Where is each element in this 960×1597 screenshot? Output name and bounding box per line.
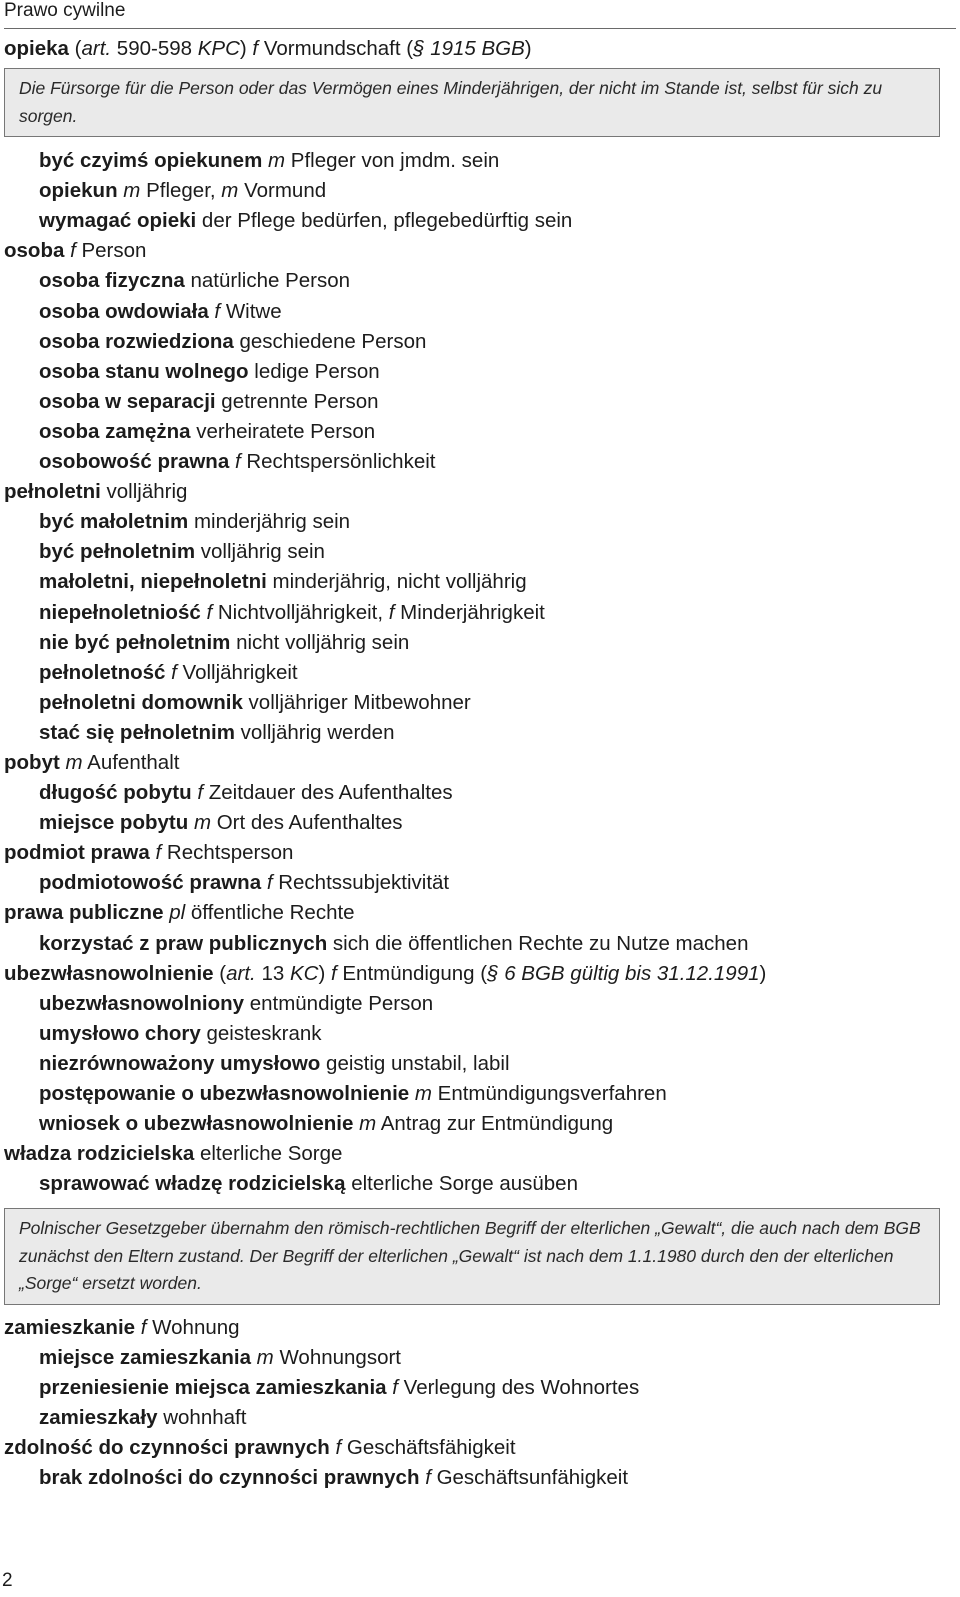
- translation-text: Geschäftsfähigkeit: [341, 1436, 516, 1460]
- translation-text: Minderjährigkeit: [394, 600, 545, 624]
- polish-term: osoba w separacji: [39, 389, 216, 413]
- info-note: Polnischer Gesetzgeber übernahm den römisch-rechtlichen Begriff der elterlichen „Gewalt“, die auch nach dem BGB zunächst den Eltern zustand. Der Begriff der elterlichen „Gewalt“ ist nach dem 1.1.1980 durch den der elterlichen „Sorge“ ersetzt worden.: [4, 1208, 940, 1305]
- glossary-subentry: [4, 567, 954, 597]
- translation-text: ): [524, 37, 532, 60]
- polish-term: podmiot prawa: [4, 841, 150, 865]
- polish-term: opiekun: [39, 179, 118, 203]
- translation-text: entmündigte Person: [244, 991, 434, 1015]
- translation-text: wohnhaft: [157, 1406, 247, 1430]
- grammar-marker: art.: [81, 37, 112, 60]
- translation-text: verheiratete Person: [190, 419, 376, 443]
- grammar-marker: f: [171, 660, 177, 684]
- grammar-marker: art.: [226, 961, 256, 985]
- grammar-marker: f: [140, 1315, 147, 1339]
- translation-text: Wohnungsort: [273, 1345, 402, 1369]
- glossary-subentry: [4, 929, 954, 959]
- translation-text: volljährig sein: [195, 540, 325, 564]
- translation-text: ): [759, 961, 767, 985]
- page-header: [4, 0, 956, 29]
- translation-text: volljährig: [100, 480, 188, 504]
- grammar-marker: m: [359, 1112, 377, 1136]
- translation-text: Vormundschaft (: [258, 37, 414, 60]
- polish-term: umysłowo chory: [39, 1021, 201, 1045]
- glossary-subentry: [4, 206, 954, 236]
- polish-term: sprawować władzę rodzicielską: [39, 1172, 346, 1196]
- glossary-subentry: [4, 808, 954, 838]
- glossary-subentry: [4, 1403, 954, 1433]
- polish-term: osoba owdowiała: [39, 299, 209, 323]
- translation-text: Pfleger von jmdm. sein: [285, 149, 500, 173]
- glossary-subentry: [4, 989, 954, 1019]
- grammar-marker: f: [392, 1376, 398, 1400]
- translation-text: volljähriger Mitbewohner: [242, 690, 471, 714]
- glossary-headword: [4, 838, 954, 868]
- info-note: Die Fürsorge für die Person oder das Vermögen eines Minderjährigen, der nicht im Stande ist, selbst für sich zu sorgen.: [4, 68, 940, 137]
- translation-text: Nichtvolljährigkeit,: [212, 600, 389, 624]
- glossary-subentry: [4, 598, 954, 628]
- translation-text: Zeitdauer des Aufenthaltes: [203, 781, 453, 805]
- grammar-marker: f: [214, 299, 221, 323]
- glossary-headword: [4, 477, 954, 507]
- translation-text: Aufenthalt: [82, 750, 180, 774]
- glossary-entries: [4, 34, 954, 1493]
- glossary-subentry: [4, 357, 954, 387]
- polish-term: miejsce pobytu: [39, 811, 189, 835]
- translation-text: sich die öffentlichen Rechte zu Nutze machen: [327, 931, 749, 955]
- glossary-headword: [4, 34, 954, 64]
- polish-term: osoba rozwiedziona: [39, 329, 234, 353]
- glossary-subentry: [4, 176, 954, 206]
- translation-text: minderjährig, nicht volljährig: [266, 570, 527, 594]
- translation-text: Entmündigungsverfahren: [431, 1082, 667, 1105]
- translation-text: (: [68, 37, 82, 60]
- translation-text: Person: [75, 239, 147, 263]
- page-number: 2: [2, 1570, 13, 1591]
- translation-text: geisteskrank: [200, 1021, 322, 1045]
- glossary-headword: [4, 959, 954, 989]
- polish-term: brak zdolności do czynności prawnych: [39, 1466, 420, 1490]
- polish-term: pełnoletni: [4, 480, 101, 504]
- translation-text: Ort des Aufenthaltes: [211, 811, 403, 835]
- translation-text: elterliche Sorge: [194, 1142, 343, 1166]
- translation-text: geschiedene Person: [233, 329, 427, 353]
- grammar-marker: pl: [169, 901, 186, 925]
- glossary-subentry: [4, 868, 954, 898]
- polish-term: osoba stanu wolnego: [39, 359, 249, 383]
- glossary-headword: [4, 1139, 954, 1169]
- glossary-subentry: [4, 387, 954, 417]
- polish-term: ubezwłasnowolnienie: [4, 961, 214, 985]
- grammar-marker: m: [193, 811, 212, 835]
- grammar-marker: f: [234, 450, 241, 474]
- translation-text: Wohnung: [146, 1315, 240, 1339]
- glossary-headword: [4, 898, 954, 928]
- grammar-marker: KPC: [197, 37, 240, 60]
- translation-text: Rechtsperson: [161, 841, 294, 865]
- translation-text: natürliche Person: [184, 269, 351, 293]
- glossary-subentry: [4, 688, 954, 718]
- polish-term: pełnoletność: [39, 660, 166, 684]
- polish-term: długość pobytu: [39, 781, 192, 805]
- grammar-marker: f: [330, 961, 337, 985]
- grammar-marker: § 6 BGB gültig bis 31.12.1991: [487, 961, 760, 985]
- grammar-marker: m: [221, 179, 239, 203]
- glossary-subentry: [4, 1169, 954, 1199]
- translation-text: Rechtspersönlichkeit: [240, 450, 436, 474]
- translation-text: der Pflege bedürfen, pflegebedürftig sein: [196, 209, 573, 233]
- translation-text: Antrag zur Entmündigung: [376, 1112, 614, 1136]
- glossary-subentry: [4, 1049, 954, 1079]
- grammar-marker: f: [252, 37, 259, 60]
- glossary-subentry: [4, 417, 954, 447]
- translation-text: nicht volljährig sein: [230, 630, 410, 654]
- translation-text: elterliche Sorge ausüben: [345, 1172, 578, 1196]
- translation-text: geistig unstabil, labil: [320, 1051, 510, 1075]
- grammar-marker: m: [256, 1345, 274, 1369]
- polish-term: niezrównoważony umysłowo: [39, 1051, 321, 1075]
- section-title: Prawo cywilne: [4, 0, 126, 21]
- glossary-subentry: [4, 1463, 954, 1493]
- grammar-marker: f: [155, 841, 162, 865]
- polish-term: wymagać opieki: [39, 209, 197, 233]
- glossary-subentry: [4, 1079, 954, 1109]
- polish-term: ubezwłasnowolniony: [39, 991, 245, 1015]
- polish-term: korzystać z praw publicznych: [39, 931, 328, 955]
- grammar-marker: f: [70, 239, 76, 263]
- polish-term: być czyimś opiekunem: [39, 149, 263, 173]
- glossary-subentry: [4, 507, 954, 537]
- translation-text: Rechtssubjektivität: [272, 871, 450, 895]
- translation-text: minderjährig sein: [188, 510, 351, 534]
- glossary-subentry: [4, 447, 954, 477]
- glossary-headword: [4, 1433, 954, 1463]
- polish-term: stać się pełnoletnim: [39, 720, 235, 744]
- translation-text: (: [213, 961, 227, 985]
- grammar-marker: f: [335, 1436, 342, 1460]
- polish-term: osobowość prawna: [39, 450, 230, 474]
- glossary-subentry: [4, 537, 954, 567]
- glossary-subentry: [4, 327, 954, 357]
- polish-term: władza rodzicielska: [4, 1142, 195, 1166]
- polish-term: osoba: [4, 239, 65, 263]
- polish-term: zamieszkały: [39, 1406, 158, 1430]
- grammar-marker: § 1915 BGB: [413, 37, 525, 60]
- grammar-marker: f: [197, 781, 204, 805]
- translation-text: Pfleger,: [140, 179, 222, 203]
- polish-term: postępowanie o ubezwłasnowolnienie: [39, 1082, 410, 1105]
- translation-text: Witwe: [220, 299, 282, 323]
- polish-term: podmiotowość prawna: [39, 871, 262, 895]
- polish-term: osoba fizyczna: [39, 269, 185, 293]
- translation-text: ): [239, 37, 253, 60]
- polish-term: być pełnoletnim: [39, 540, 196, 564]
- polish-term: zamieszkanie: [4, 1315, 136, 1339]
- grammar-marker: m: [268, 149, 286, 173]
- polish-term: osoba zamężna: [39, 419, 191, 443]
- grammar-marker: m: [65, 750, 83, 774]
- polish-term: prawa publiczne: [4, 901, 164, 925]
- glossary-headword: [4, 1313, 954, 1343]
- translation-text: ): [318, 961, 331, 985]
- translation-text: 13: [255, 961, 290, 985]
- glossary-subentry: [4, 628, 954, 658]
- grammar-marker: f: [425, 1466, 431, 1490]
- grammar-marker: m: [123, 179, 141, 203]
- polish-term: opieka: [4, 37, 69, 60]
- glossary-subentry: [4, 1343, 954, 1373]
- glossary-subentry: [4, 1019, 954, 1049]
- glossary-subentry: [4, 297, 954, 327]
- grammar-marker: m: [414, 1082, 432, 1105]
- grammar-marker: f: [206, 600, 213, 624]
- glossary-subentry: [4, 778, 954, 808]
- glossary-subentry: [4, 266, 954, 296]
- polish-term: zdolność do czynności prawnych: [4, 1436, 330, 1460]
- translation-text: volljährig werden: [234, 720, 395, 744]
- translation-text: Volljährigkeit: [176, 660, 298, 684]
- polish-term: wniosek o ubezwłasnowolnienie: [39, 1112, 354, 1136]
- translation-text: getrennte Person: [215, 389, 379, 413]
- glossary-headword: [4, 748, 954, 778]
- glossary-subentry: [4, 658, 954, 688]
- polish-term: małoletni, niepełnoletni: [39, 570, 267, 594]
- polish-term: pobyt: [4, 750, 60, 774]
- translation-text: Verlegung des Wohnortes: [397, 1376, 640, 1400]
- glossary-headword: [4, 236, 954, 266]
- translation-text: 590-598: [111, 37, 198, 60]
- grammar-marker: f: [266, 871, 273, 895]
- translation-text: ledige Person: [248, 359, 380, 383]
- polish-term: być małoletnim: [39, 510, 189, 534]
- translation-text: Entmündigung (: [336, 961, 488, 985]
- polish-term: nie być pełnoletnim: [39, 630, 231, 654]
- grammar-marker: KC: [289, 961, 319, 985]
- glossary-subentry: [4, 146, 954, 176]
- polish-term: pełnoletni domownik: [39, 690, 243, 714]
- polish-term: niepełnoletniość: [39, 600, 201, 624]
- translation-text: öffentliche Rechte: [185, 901, 355, 925]
- polish-term: przeniesienie miejsca zamieszkania: [39, 1376, 387, 1400]
- glossary-subentry: [4, 1109, 954, 1139]
- glossary-subentry: [4, 1373, 954, 1403]
- polish-term: miejsce zamieszkania: [39, 1345, 251, 1369]
- translation-text: Geschäftsunfähigkeit: [430, 1466, 629, 1490]
- glossary-subentry: [4, 718, 954, 748]
- grammar-marker: f: [388, 600, 395, 624]
- translation-text: Vormund: [238, 179, 327, 203]
